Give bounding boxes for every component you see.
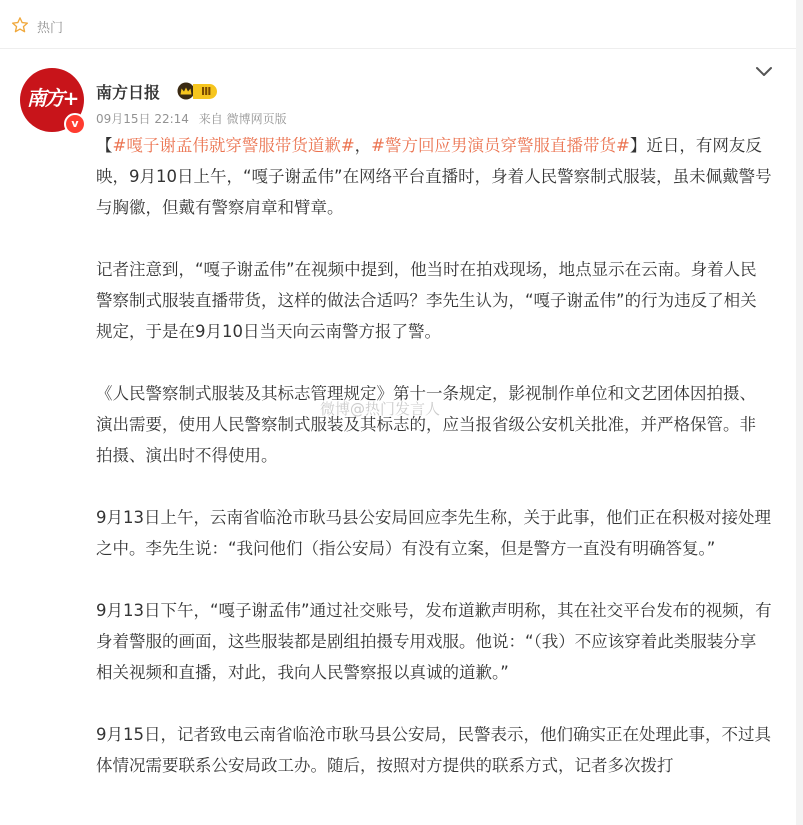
post-paragraph: 9月13日上午，云南省临沧市耿马县公安局回应李先生称，关于此事，他们正在积极对接处理之中。李先生说：“我问他们（指公安局）有没有立案，但是警方一直没有明确答复。” bbox=[96, 508, 771, 558]
separator: ， bbox=[354, 136, 372, 155]
level-label: Ⅲ bbox=[193, 84, 217, 99]
scrollbar[interactable] bbox=[796, 0, 803, 825]
post-paragraph bbox=[96, 130, 772, 223]
post-paragraph: 记者注意到，“嘎子谢孟伟”在视频中提到，他当时在拍戏现场，地点显示在云南。身着人民警察制式服装直播带货，这样的做法合适吗？李先生认为，“嘎子谢孟伟”的行为违反了相关规定，于是在9月10日当天向云南警方报了警。 bbox=[96, 260, 757, 341]
hot-section-header bbox=[0, 0, 796, 49]
post-paragraph: 9月13日下午，“嘎子谢孟伟”通过社交账号，发布道歉声明称，其在社交平台发布的视频，有身着警服的画面，这些服装都是剧组拍摄专用戏服。他说：“（我）不应该穿着此类服装分享相关视频和直播，对此，我向人民警察报以真诚的道歉。” bbox=[96, 601, 772, 682]
bracket-open: 【 bbox=[96, 136, 113, 155]
bracket-close: 】 bbox=[629, 136, 647, 155]
hot-label: 热门 bbox=[37, 21, 64, 36]
post-paragraph: 《人民警察制式服装及其标志管理规定》第十一条规定，影视制作单位和文艺团体因拍摄、演出需要，使用人民警察制式服装及其标志的，应当报省级公安机关批准，并严格保管。非拍摄、演出时不得使用。 bbox=[96, 384, 756, 465]
chevron-down-icon[interactable] bbox=[754, 64, 774, 80]
post-paragraph: 9月15日，记者致电云南省临沧市耿马县公安局，民警表示，他们确实正在处理此事，不过具体情况需要联系公安局政工办。随后，按照对方提供的联系方式，记者多次拨打 bbox=[96, 725, 771, 775]
topic-link[interactable]: #嘎子谢孟伟就穿警服带货道歉# bbox=[112, 136, 355, 155]
author-name[interactable]: 南方日报 bbox=[96, 83, 161, 102]
verified-icon: v bbox=[64, 113, 86, 135]
topic-link[interactable]: #警方回应男演员穿警服直播带货# bbox=[371, 136, 630, 155]
watermark: 微博@热门发言人 bbox=[320, 400, 441, 418]
post-time[interactable]: 09月15日 22:14 bbox=[96, 112, 189, 126]
paragraph-text: 近日，有网友反映，9月10日上午，“嘎子谢孟伟”在网络平台直播时，身着人民警察制式服装，虽未佩戴警号与胸徽，但戴有警察肩章和臂章。 bbox=[96, 136, 772, 217]
post-source: 来自 微博网页版 bbox=[198, 112, 287, 126]
post-meta bbox=[96, 110, 293, 127]
star-outline-icon bbox=[11, 16, 29, 34]
avatar-logo-text: 南方+ bbox=[26, 86, 78, 110]
post-body bbox=[96, 130, 772, 812]
